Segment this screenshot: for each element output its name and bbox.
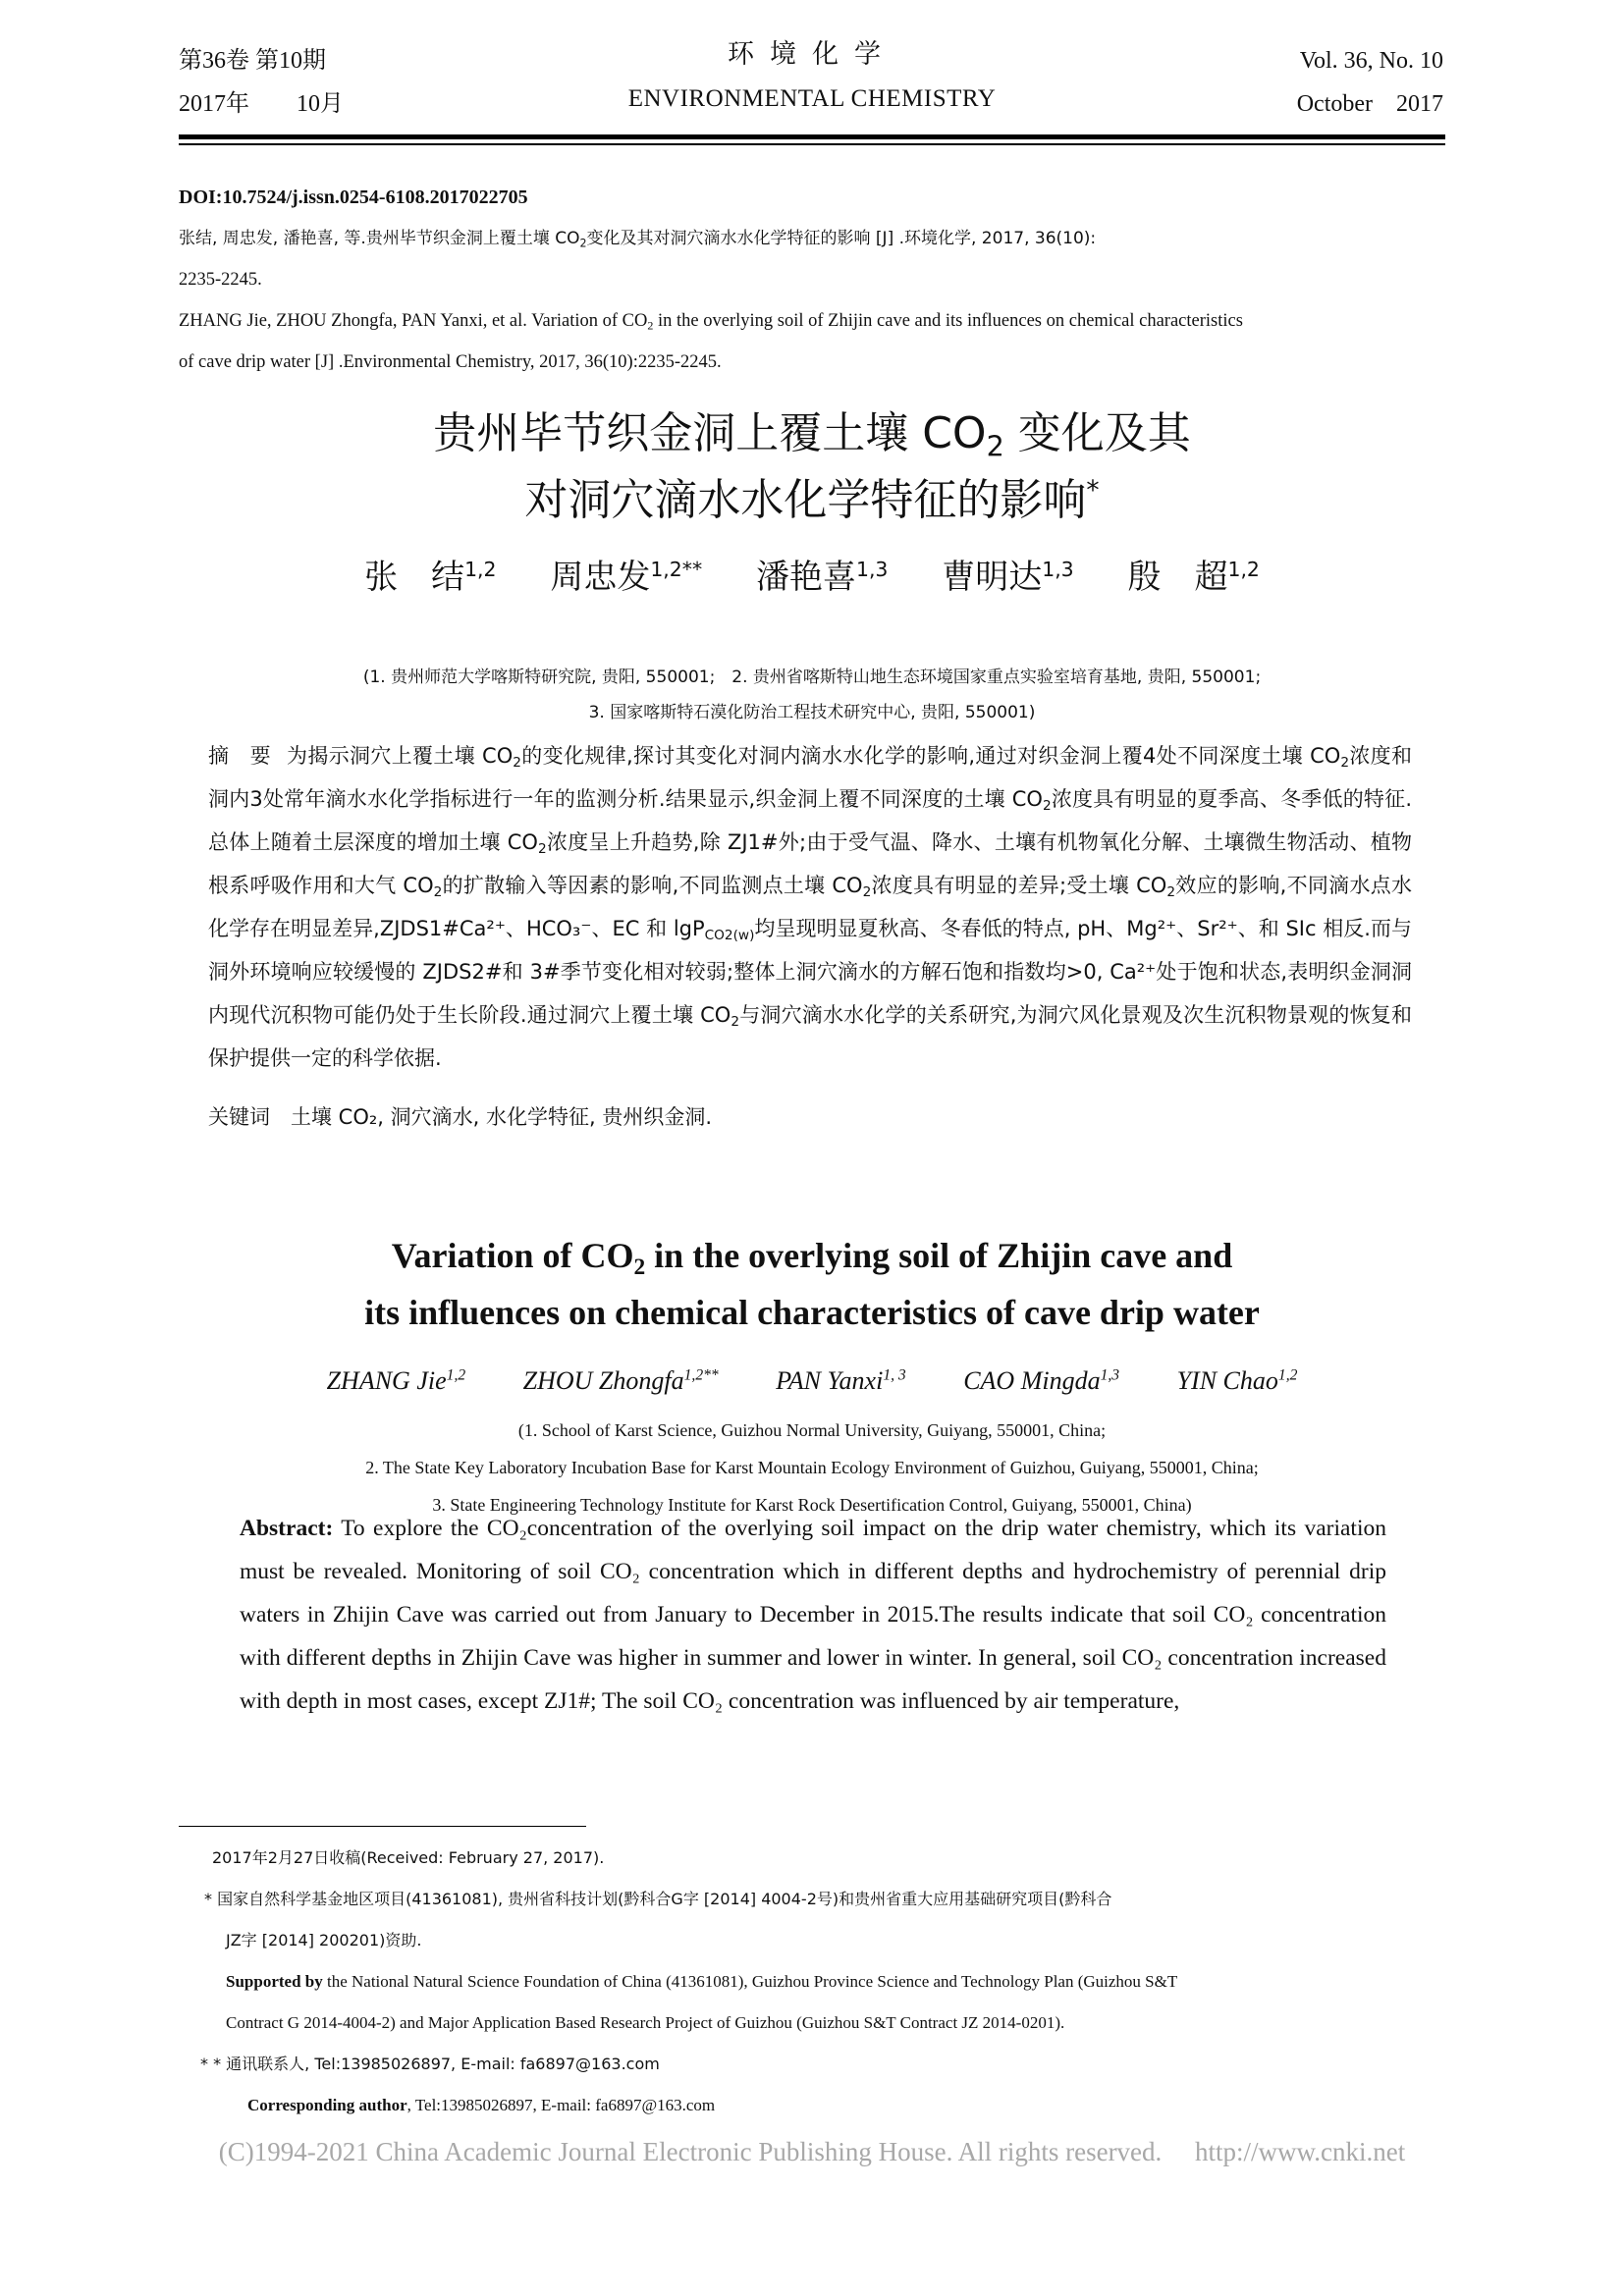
abstract-cn-label: 摘 要 bbox=[208, 744, 272, 768]
author-name: 周忠发 bbox=[550, 558, 651, 597]
author-en bbox=[1177, 1366, 1298, 1395]
subscript: CO2(w) bbox=[704, 928, 755, 944]
author-en bbox=[523, 1366, 719, 1395]
citation-block bbox=[179, 177, 1445, 383]
subscript: 2 bbox=[986, 429, 1004, 463]
footnote-marker: * bbox=[1086, 475, 1100, 507]
subscript: 2 bbox=[513, 755, 521, 772]
abstract-text: 的变化规律,探讨其变化对洞内滴水水化学的影响,通过对织金洞上覆4处不同深度土壤 CO bbox=[520, 744, 1341, 768]
volume-issue-cn: 第36卷 第10期 bbox=[179, 48, 326, 74]
journal-name-cn: 环境化学 bbox=[728, 39, 896, 70]
subscript: 2 bbox=[1340, 755, 1349, 772]
contact-cn: * * 通讯联系人, Tel:13985026897, E-mail: fa6897@163.com bbox=[200, 2055, 660, 2073]
funding-cn: * 国家自然科学基金地区项目(41361081), 贵州省科技计划(黔科合G字 [2014] 4004-2号)和贵州省重大应用基础研究项目(黔科合 bbox=[204, 1890, 1112, 1908]
doi[interactable]: DOI:10.7524/j.issn.0254-6108.2017022705 bbox=[179, 187, 528, 208]
abstract-text: 浓度呈上升趋势,除 ZJ1#外;由于受气温、降水、土壤有机物氧化分解、土壤微生物活动、植物根系呼吸作用和大气 CO bbox=[208, 830, 1412, 897]
title-en-line2: its influences on chemical characteristics of cave drip water bbox=[364, 1293, 1260, 1332]
citation-cn-pages: 2235-2245. bbox=[179, 270, 262, 290]
affiliation-cn-line: 3. 国家喀斯特石漠化防治工程技术研究中心, 贵阳, 550001) bbox=[588, 703, 1036, 722]
citation-en-text: in the overlying soil of Zhijin cave and its influences on chemical characteristics bbox=[653, 311, 1243, 331]
citation-cn-text: 张结, 周忠发, 潘艳喜, 等.贵州毕节织金洞上覆土壤 CO bbox=[179, 229, 580, 248]
affiliation-en-line: 3. State Engineering Technology Institute for Karst Rock Desertification Control, Guiyang, 550001, China) bbox=[432, 1495, 1192, 1515]
abstract-text: 效应的影响,不同滴水点水化学存在明显差异,ZJDS1#Ca²⁺、HCO₃⁻、EC 和 lgP bbox=[208, 874, 1412, 940]
journal-name-en: ENVIRONMENTAL CHEMISTRY bbox=[627, 85, 997, 112]
abstract-text: 为揭示洞穴上覆土壤 CO bbox=[287, 744, 514, 768]
affiliation-marker: 1,2 bbox=[464, 557, 497, 581]
affiliation-marker: 1, 3 bbox=[883, 1366, 906, 1384]
paper-title-en bbox=[0, 1227, 1624, 1341]
copyright-watermark: (C)1994-2021 China Academic Journal Electronic Publishing House. All rights reserved. http://www.cnki.net bbox=[218, 2137, 1406, 2166]
author-cn bbox=[364, 558, 496, 597]
title-cn-text: 对洞穴滴水水化学特征的影响 bbox=[524, 475, 1087, 525]
subscript: 2 bbox=[537, 841, 547, 858]
author-name: PAN Yanxi bbox=[776, 1366, 884, 1395]
author-en bbox=[327, 1366, 466, 1395]
affiliation-marker: 1,3 bbox=[1042, 557, 1074, 581]
author-cn bbox=[942, 558, 1073, 597]
affiliation-en-line: (1. School of Karst Science, Guizhou Normal University, Guiyang, 550001, China; bbox=[517, 1420, 1107, 1440]
funding-en-line2: Contract G 2014-4004-2) and Major Application Based Research Project of Guizhou (Guizhou S&T Contract JZ 2014-0201). bbox=[226, 2013, 1065, 2032]
abstract-text: 的扩散输入等因素的影响,不同监测点土壤 CO bbox=[442, 874, 863, 897]
volume-issue-en: Vol. 36, No. 10 bbox=[1299, 48, 1443, 74]
affiliation-en-line: 2. The State Key Laboratory Incubation Base for Karst Mountain Ecology Environment of Guizhou, Guiyang, 550001, China; bbox=[365, 1458, 1259, 1477]
affiliation-marker: 1,2 bbox=[1277, 1366, 1298, 1384]
abstract-text: 与洞穴滴水水化学的关系研究,为洞穴风化景观及次生沉积物景观的恢复和保护提供一定的科学依据. bbox=[208, 1003, 1412, 1070]
supported-by-label: Supported by bbox=[226, 1972, 323, 1991]
author-name: 张 结 bbox=[364, 558, 465, 597]
date-cn: 2017年 10月 bbox=[179, 91, 344, 117]
header-rule-thin bbox=[179, 143, 1445, 145]
author-name: YIN Chao bbox=[1176, 1366, 1278, 1395]
funding-en-text: the National Natural Science Foundation of China (41361081), Guizhou Province Science and Technology Plan (Guizhou S&T bbox=[322, 1972, 1178, 1991]
header-rule-thick bbox=[179, 134, 1445, 139]
affiliation-cn-line: (1. 贵州师范大学喀斯特研究院, 贵阳, 550001; 2. 贵州省喀斯特山地生态环境国家重点实验室培育基地, 贵阳, 550001; bbox=[362, 667, 1262, 687]
author-cn bbox=[756, 558, 888, 597]
author-en bbox=[963, 1366, 1119, 1395]
citation-en-text: ZHANG Jie, ZHOU Zhongfa, PAN Yanxi, et al. Variation of CO bbox=[179, 311, 648, 331]
author-name: 曹明达 bbox=[942, 558, 1043, 597]
author-name: 潘艳喜 bbox=[755, 558, 856, 597]
corresponding-text: , Tel:13985026897, E-mail: fa6897@163.com bbox=[406, 2096, 716, 2114]
citation-en bbox=[179, 300, 1445, 342]
keywords-cn-value: 土壤 CO₂, 洞穴滴水, 水化学特征, 贵州织金洞. bbox=[291, 1105, 713, 1129]
subscript: 2 bbox=[647, 318, 654, 333]
title-en-line1 bbox=[0, 1227, 1624, 1284]
abstract-text: 浓度具有明显的差异;受土壤 CO bbox=[871, 874, 1167, 897]
affiliation-marker: 1,2 bbox=[446, 1366, 466, 1384]
authors-cn bbox=[0, 550, 1624, 598]
footnotes bbox=[200, 1838, 1459, 2126]
title-cn-text: 贵州毕节织金洞上覆土壤 CO bbox=[433, 408, 987, 458]
subscript: 2 bbox=[862, 884, 872, 901]
title-en-text: in the overlying soil of Zhijin cave and bbox=[645, 1236, 1233, 1275]
journal-volume-issue-en bbox=[1297, 39, 1443, 126]
abstract-en-label: Abstract: bbox=[240, 1516, 334, 1541]
author-name: 殷 超 bbox=[1127, 558, 1228, 597]
subscript: 2 bbox=[1166, 884, 1176, 901]
paper-title-cn bbox=[0, 400, 1624, 534]
received-date: 2017年2月27日收稿(Received: February 27, 2017). bbox=[212, 1848, 605, 1867]
abstract-cn bbox=[208, 734, 1412, 1080]
affiliation-marker: 1,3 bbox=[855, 557, 889, 581]
author-name: CAO Mingda bbox=[963, 1366, 1101, 1395]
abstract-text: 均呈现明显夏秋高、冬春低的特点, pH、Mg²⁺、Sr²⁺、和 SIc 相反.而与洞外环境响应较缓慢的 ZJDS2#和 3#季节变化相对较弱;整体上洞穴滴水的方解石饱和指数均>0, Ca²⁺处于饱和状态,表明织金洞洞内现代沉积物可能仍处于生长阶段.通过洞穴上覆土壤 CO bbox=[208, 917, 1413, 1027]
author-en bbox=[776, 1366, 905, 1395]
abstract-text: 浓度具有明显的夏季高、冬季低的特征.总体上随着土层深度的增加土壤 CO bbox=[208, 787, 1412, 854]
affiliation-marker: 1,2 bbox=[1227, 557, 1260, 581]
subscript: 2 bbox=[1042, 798, 1052, 815]
affiliation-marker: 1,3 bbox=[1100, 1366, 1120, 1384]
citation-cn bbox=[179, 218, 1445, 259]
corresponding-label: Corresponding author bbox=[247, 2096, 407, 2114]
author-name: ZHOU Zhongfa bbox=[522, 1366, 684, 1395]
corresponding-author bbox=[212, 2085, 1459, 2126]
author-name: ZHANG Jie bbox=[326, 1366, 447, 1395]
citation-cn-text: 变化及其对洞穴滴水水化学特征的影响 [J] .环境化学, 2017, 36(10): bbox=[586, 229, 1097, 248]
citation-en-line2: of cave drip water [J] .Environmental Chemistry, 2017, 36(10):2235-2245. bbox=[179, 352, 722, 372]
abstract-en bbox=[240, 1507, 1386, 1723]
subscript: 2 bbox=[731, 1014, 740, 1031]
title-en-text: Variation of CO bbox=[391, 1236, 634, 1275]
author-cn bbox=[550, 558, 702, 597]
title-cn-text: 变化及其 bbox=[1003, 408, 1191, 458]
subscript: 2 bbox=[579, 237, 587, 250]
abstract-text: 浓度和洞内3处常年滴水水化学指标进行一年的监测分析.结果显示,织金洞上覆不同深度的土壤 CO bbox=[208, 744, 1413, 811]
title-cn-line1 bbox=[0, 400, 1624, 467]
title-cn-line2 bbox=[0, 467, 1624, 534]
affiliation-marker: 1,2** bbox=[683, 1366, 719, 1384]
authors-en bbox=[0, 1366, 1624, 1396]
abstract-en-text: To explore the CO₂concentration of the overlying soil impact on the drip water chemistry, which its variation must be revealed. Monitoring of soil CO₂ concentration which in different depths and hydrochemistry of perennial drip waters in Zhijin Cave was carried out from January to December in 2015.The results indicate that soil CO₂ concentration with different depths in Zhijin Cave was higher in summer and lower in winter. In general, soil CO₂ concentration increased with depth in most cases, except ZJ1#; The soil CO₂ concentration was influenced by air temperature, bbox=[240, 1516, 1386, 1714]
affiliation-marker: 1,2** bbox=[650, 557, 703, 581]
author-cn bbox=[1127, 558, 1259, 597]
keywords-cn-label: 关键词 bbox=[208, 1105, 270, 1129]
affiliations-cn bbox=[0, 660, 1624, 730]
funding-cn-line2: JZ字 [2014] 200201)资助. bbox=[226, 1931, 422, 1949]
funding-en bbox=[212, 1961, 1459, 2002]
subscript: 2 bbox=[433, 884, 443, 901]
subscript: 2 bbox=[633, 1255, 646, 1281]
footnote-rule bbox=[179, 1826, 586, 1827]
date-en: October 2017 bbox=[1296, 91, 1443, 117]
keywords-cn bbox=[208, 1095, 1412, 1139]
